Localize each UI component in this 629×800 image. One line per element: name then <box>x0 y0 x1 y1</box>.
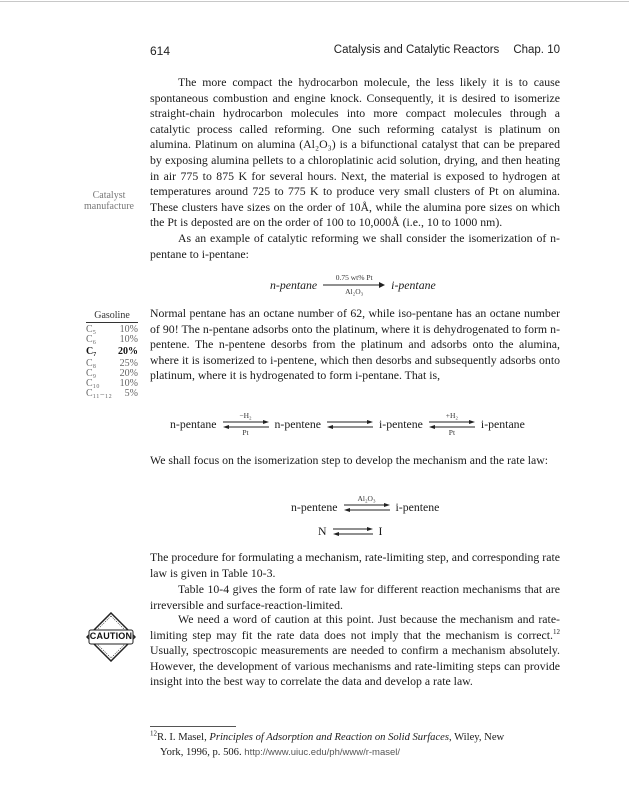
eq2-arrow-3 <box>429 412 475 437</box>
eq4-arrow <box>333 527 373 536</box>
table-row: C₉ 20% <box>86 368 138 379</box>
eq3-reactant: n-pentene <box>291 500 338 514</box>
table-row: C₈ 25% <box>86 358 138 369</box>
caution-icon <box>86 612 136 662</box>
table-row: C₁₀ 10% <box>86 378 138 389</box>
equation-pentane-isomerization <box>270 274 436 296</box>
eq3-arrow <box>344 495 390 520</box>
gasoline-title: Gasoline <box>86 310 138 323</box>
footnote-book-title: Principles of Adsorption and Reaction on Solid Surfaces <box>209 732 449 743</box>
paragraph-table-10-4: Table 10-4 gives the form of rate law for different reaction mechanisms that are irreversible and surface-reaction-limited. <box>150 582 560 612</box>
table-row: C₁₁₋₁₂ 5% <box>86 388 138 399</box>
footnote: $^{12}$R. I. Masel, Principles of Adsorption and Reaction on Solid Surfaces, Wiley, New York, 1996, p. 506. http://www.uiuc.edu/ph/www/r-masel/ <box>150 729 505 758</box>
eq1-product: i-pentane <box>391 277 436 292</box>
page-number: 614 <box>150 44 171 58</box>
eq1-catalyst-label: 0.75 wt% Pt <box>335 273 373 282</box>
table-row: C₇ 20% <box>86 346 138 357</box>
equation-symbolic <box>318 524 382 539</box>
eq2-arrow-1 <box>223 412 269 437</box>
table-row: C₆ 10% <box>86 334 138 345</box>
eq2-i-pentene: i-pentene <box>379 417 423 431</box>
chapter-title: Catalysis and Catalytic Reactors <box>333 44 500 56</box>
top-rule <box>0 1 629 2</box>
eq3-catalyst-label: Al₂O₃ <box>357 494 376 503</box>
margin-note-catalyst-manufacture: Catalyst manufacture <box>84 190 134 212</box>
equation-reforming-sequence <box>170 412 525 437</box>
running-header <box>150 44 560 60</box>
eq2-arrow-2 <box>327 420 373 429</box>
paragraph-reforming: The more compact the hydrocarbon molecule, the less likely it is to cause spontaneous combustion and engine knock. Consequently, it is desired to isomerize straight-chain hydrocarbon molecules into more compact molecules through a catalytic process called reforming. One such reforming catalyst is platinum on alumina. Platinum on alumina (Al₂O₃) is a bifunctional catalyst that can be prepared by exposing alumina pellets to a chloroplatinic acid solution, drying, and then heating in air 775 to 875 K for several hours. Next, the material is exposed to hydrogen at temperatures around 725 to 775 K to produce very small clusters of Pt on alumina. These clusters have sizes on the order of 10Å, while the alumina pore sizes on which the Pt is deposted are on the order of 100 to 10,000Å (i.e., 10 to 1000 nm). <box>150 75 560 230</box>
eq3-product: i-pentene <box>395 500 440 514</box>
paragraph-isomerization-example: As an example of catalytic reforming we shall consider the isomerization of n-pentane to i-pentane: <box>150 231 560 261</box>
eq1-support-label: Al₂O₃ <box>345 287 364 296</box>
eq2-n-pentene: n-pentene <box>274 417 322 431</box>
chapter-label: Chap. 10 <box>513 44 560 56</box>
footnote-number: 12 <box>150 729 157 738</box>
eq2-i-pentane: i-pentane <box>480 417 525 431</box>
paragraph-procedure: The procedure for formulating a mechanism, rate-limiting step, and corresponding rate law is given in Table 10-3. <box>150 550 560 580</box>
footnote-url: http://www.uiuc.edu/ph/www/r-masel/ <box>244 746 401 758</box>
caution-label: CAUTION <box>89 631 133 641</box>
eq1-reactant: n-pentane <box>270 277 318 292</box>
equation-isomerization-step <box>291 495 439 520</box>
eq1-arrow <box>323 274 385 296</box>
gasoline-composition-table <box>86 310 138 399</box>
paragraph-caution: We need a word of caution at this point. Just because the mechanism and rate-limiting step may fit the rate data does not imply that the mechanism is correct.$^{12}$ Usually, spectroscopic measurements are needed to confirm a mechanism absolutely. However, the development of various mechanisms and rate-limiting steps can provide insight into the best way to correlate the data and develop a rate law. <box>150 612 560 689</box>
eq2-arrow-1-above: −H₂ <box>239 411 252 420</box>
eq4-product: I <box>378 524 383 538</box>
footnote-reference: 12 <box>553 627 560 636</box>
eq2-arrow-1-below: Pt <box>242 428 249 437</box>
eq2-arrow-3-above: +H₂ <box>445 411 459 420</box>
eq2-arrow-3-below: Pt <box>448 428 456 437</box>
paragraph-focus-isomerization: We shall focus on the isomerization step to develop the mechanism and the rate law: <box>150 453 549 467</box>
footnote-rule <box>150 726 236 727</box>
eq4-reactant: N <box>318 524 327 538</box>
eq2-n-pentane: n-pentane <box>170 417 217 431</box>
paragraph-octane-mechanism: Normal pentane has an octane number of 62, while iso-pentane has an octane number of 90! The n-pentane adsorbs onto the platinum, where it is dehydrogenated to form n-pentene. The n-pentene desorbs from the platinum and adsorbs onto the alumina, where it is isomerized to i-pentene, which then desorbs and subsequently adsorbs onto platinum, where it is hydrogenated to form i-pentane. That is, <box>150 306 560 383</box>
table-row: C₅ 10% <box>86 324 138 335</box>
